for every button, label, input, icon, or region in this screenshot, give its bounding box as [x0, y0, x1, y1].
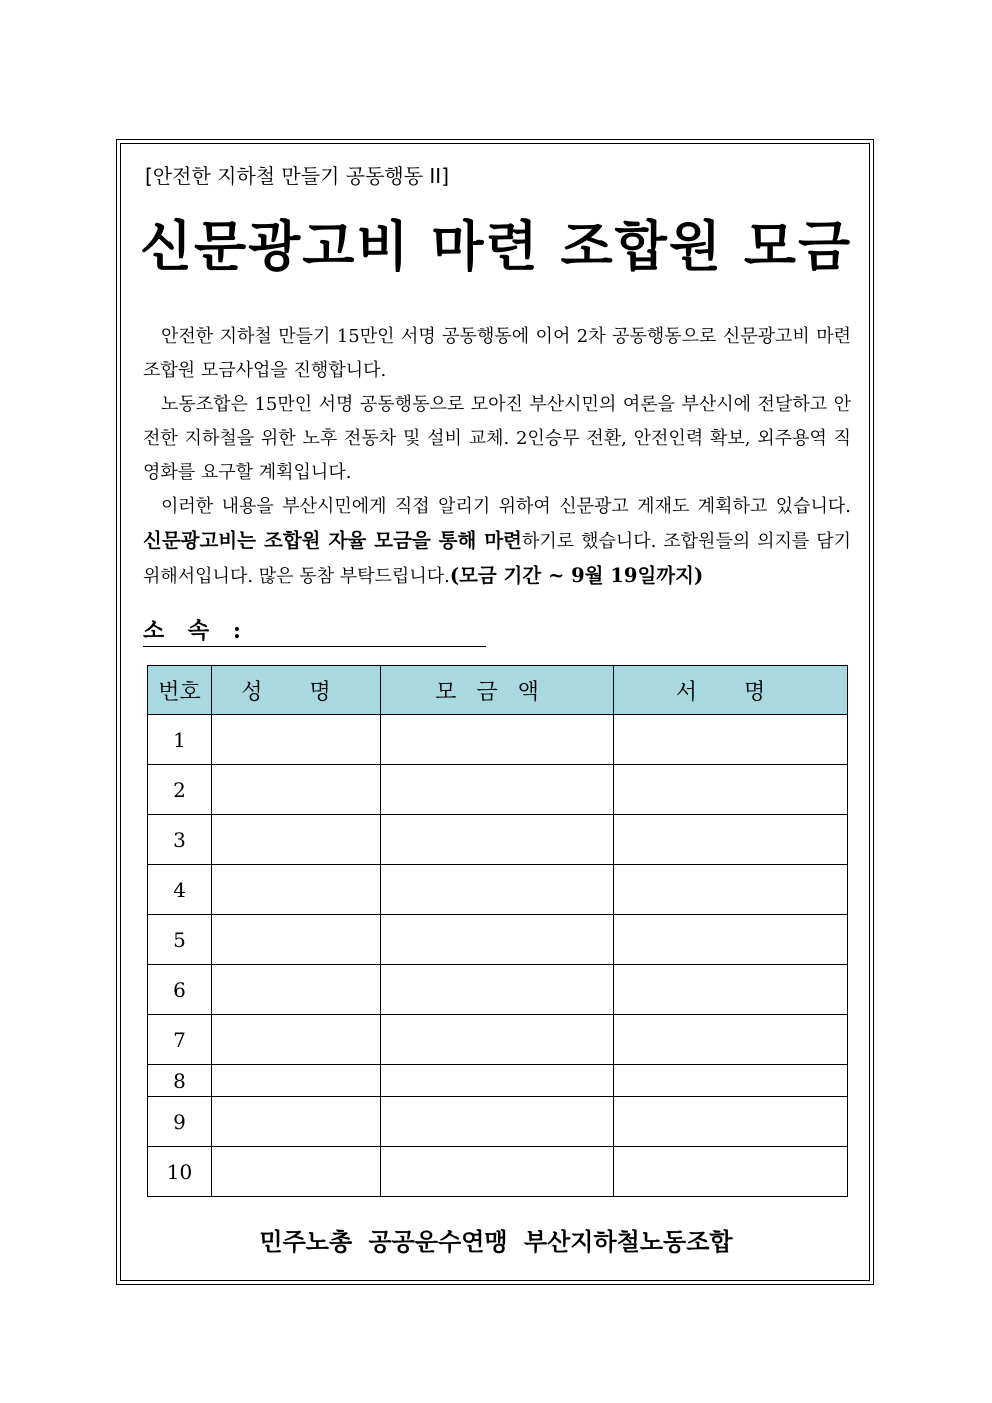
paragraph-2: 노동조합은 15만인 서명 공동행동으로 모아진 부산시민의 여론을 부산시에 전달하고 안전한 지하철을 위한 노후 전동차 및 설비 교체. 2인승무 전환, 안전인력 확보, 외주용역 직영화를 요구할 계획입니다. [143, 394, 851, 483]
table-row [148, 1147, 848, 1197]
amount-cell[interactable] [381, 815, 614, 865]
signature-cell[interactable] [614, 1147, 848, 1197]
amount-cell[interactable] [381, 765, 614, 815]
table-row [148, 1015, 848, 1065]
row-number: 1 [148, 715, 212, 765]
table-row [148, 765, 848, 815]
row-number: 8 [148, 1065, 212, 1097]
signature-cell[interactable] [614, 815, 848, 865]
amount-cell[interactable] [381, 865, 614, 915]
row-number: 5 [148, 915, 212, 965]
name-cell[interactable] [212, 1147, 381, 1197]
name-cell[interactable] [212, 715, 381, 765]
amount-cell[interactable] [381, 915, 614, 965]
table-header-row [148, 666, 848, 715]
row-number: 2 [148, 765, 212, 815]
paragraph-3-bold-funding: 신문광고비는 조합원 자율 모금을 통해 마련 [143, 529, 522, 552]
amount-cell[interactable] [381, 1147, 614, 1197]
row-number: 4 [148, 865, 212, 915]
signature-cell[interactable] [614, 715, 848, 765]
table-row [148, 715, 848, 765]
row-number: 9 [148, 1097, 212, 1147]
header-signature: 서 명 [614, 666, 848, 715]
campaign-subtitle: [안전한 지하철 만들기 공동행동 II] [145, 164, 449, 188]
amount-cell[interactable] [381, 715, 614, 765]
name-cell[interactable] [212, 815, 381, 865]
signature-cell[interactable] [614, 765, 848, 815]
header-name: 성 명 [212, 666, 381, 715]
row-number: 10 [148, 1147, 212, 1197]
row-number: 6 [148, 965, 212, 1015]
name-cell[interactable] [212, 1065, 381, 1097]
table-row [148, 865, 848, 915]
header-number: 번호 [148, 666, 212, 715]
body-text [143, 320, 851, 594]
name-cell[interactable] [212, 915, 381, 965]
row-number: 3 [148, 815, 212, 865]
affiliation-field[interactable] [143, 614, 486, 647]
page-title: 신문광고비 마련 조합원 모금 [139, 214, 853, 278]
row-number: 7 [148, 1015, 212, 1065]
name-cell[interactable] [212, 865, 381, 915]
name-cell[interactable] [212, 1015, 381, 1065]
affiliation-label: 소 속 : [143, 618, 249, 644]
table-row [148, 815, 848, 865]
name-cell[interactable] [212, 965, 381, 1015]
signature-cell[interactable] [614, 1097, 848, 1147]
table-row [148, 965, 848, 1015]
paragraph-3 [143, 490, 851, 594]
amount-cell[interactable] [381, 965, 614, 1015]
signature-cell[interactable] [614, 865, 848, 915]
amount-cell[interactable] [381, 1015, 614, 1065]
signature-cell[interactable] [614, 965, 848, 1015]
signature-table [147, 665, 848, 1197]
paragraph-3-part-b: 하기로 했습니다. 조합원들의 의지를 담기 위해서입니다. 많은 동참 부탁드립니다. [143, 531, 851, 587]
table-row [148, 915, 848, 965]
signature-cell[interactable] [614, 1015, 848, 1065]
union-name-footer: 민주노총 공공운수연맹 부산지하철노동조합 [259, 1227, 733, 1256]
table-row [148, 1097, 848, 1147]
name-cell[interactable] [212, 765, 381, 815]
amount-cell[interactable] [381, 1065, 614, 1097]
paragraph-3-part-a: 이러한 내용을 부산시민에게 직접 알리기 위하여 신문광고 게재도 계획하고 있습니다. [161, 496, 851, 517]
paragraph-1: 안전한 지하철 만들기 15만인 서명 공동행동에 이어 2차 공동행동으로 신문광고비 마련 조합원 모금사업을 진행합니다. [143, 326, 851, 381]
header-amount: 모금액 [381, 666, 614, 715]
paragraph-3-bold-period: (모금 기간 ~ 9월 19일까지) [449, 564, 704, 587]
signature-cell[interactable] [614, 915, 848, 965]
signature-cell[interactable] [614, 1065, 848, 1097]
table-row [148, 1065, 848, 1097]
name-cell[interactable] [212, 1097, 381, 1147]
amount-cell[interactable] [381, 1097, 614, 1147]
